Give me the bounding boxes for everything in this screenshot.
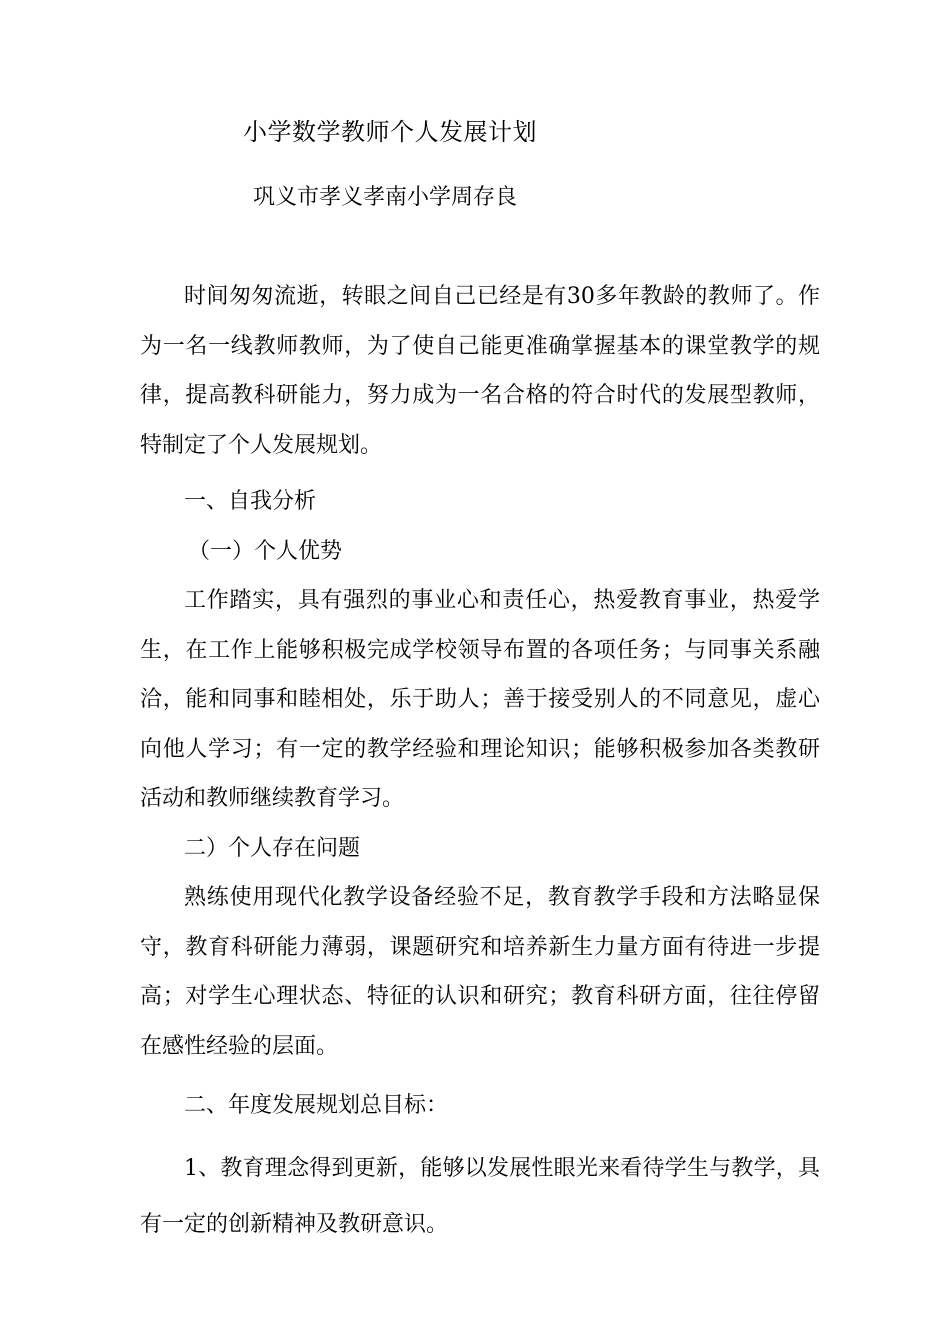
intro-paragraph: 时间匆匆流逝，转眼之间自己已经是有30多年教龄的教师了。作为一名一线教师教师，为了使自己能更准确掌握基本的课堂教学的规律，提高教科研能力，努力成为一名合格的符合时代的发展型教师，特制定了个人发展规划。 <box>140 284 820 458</box>
subheading-problems: 二）个人存在问题 <box>184 835 361 861</box>
goal-1-paragraph: 1、教育理念得到更新，能够以发展性眼光来看待学生与教学，具有一定的创新精神及教研意识。 <box>140 1155 820 1237</box>
subheading-strengths: （一）个人优势 <box>188 538 343 564</box>
document-body <box>140 272 820 1253</box>
section-heading-annual-goals: 二、年度发展规划总目标： <box>184 1093 449 1118</box>
section-heading-self-analysis: 一、自我分析 <box>184 489 317 514</box>
document-author: 巩义市孝义孝南小学周存良 <box>253 185 518 210</box>
problems-paragraph: 熟练使用现代化教学设备经验不足，教育教学手段和方法略显保守，教育科研能力薄弱，课题研究和培养新生力量方面有待进一步提高；对学生心理状态、特征的认识和研究；教育科研方面，往往停留在感性经验的层面。 <box>140 885 820 1059</box>
document-title: 小学数学教师个人发展计划 <box>243 118 537 146</box>
strengths-paragraph: 工作踏实，具有强烈的事业心和责任心，热爱教育事业，热爱学生，在工作上能够积极完成学校领导布置的各项任务；与同事关系融洽，能和同事和睦相处，乐于助人；善于接受别人的不同意见，虚心向他人学习；有一定的教学经验和理论知识；能够积极参加各类教研活动和教师继续教育学习。 <box>140 588 820 811</box>
